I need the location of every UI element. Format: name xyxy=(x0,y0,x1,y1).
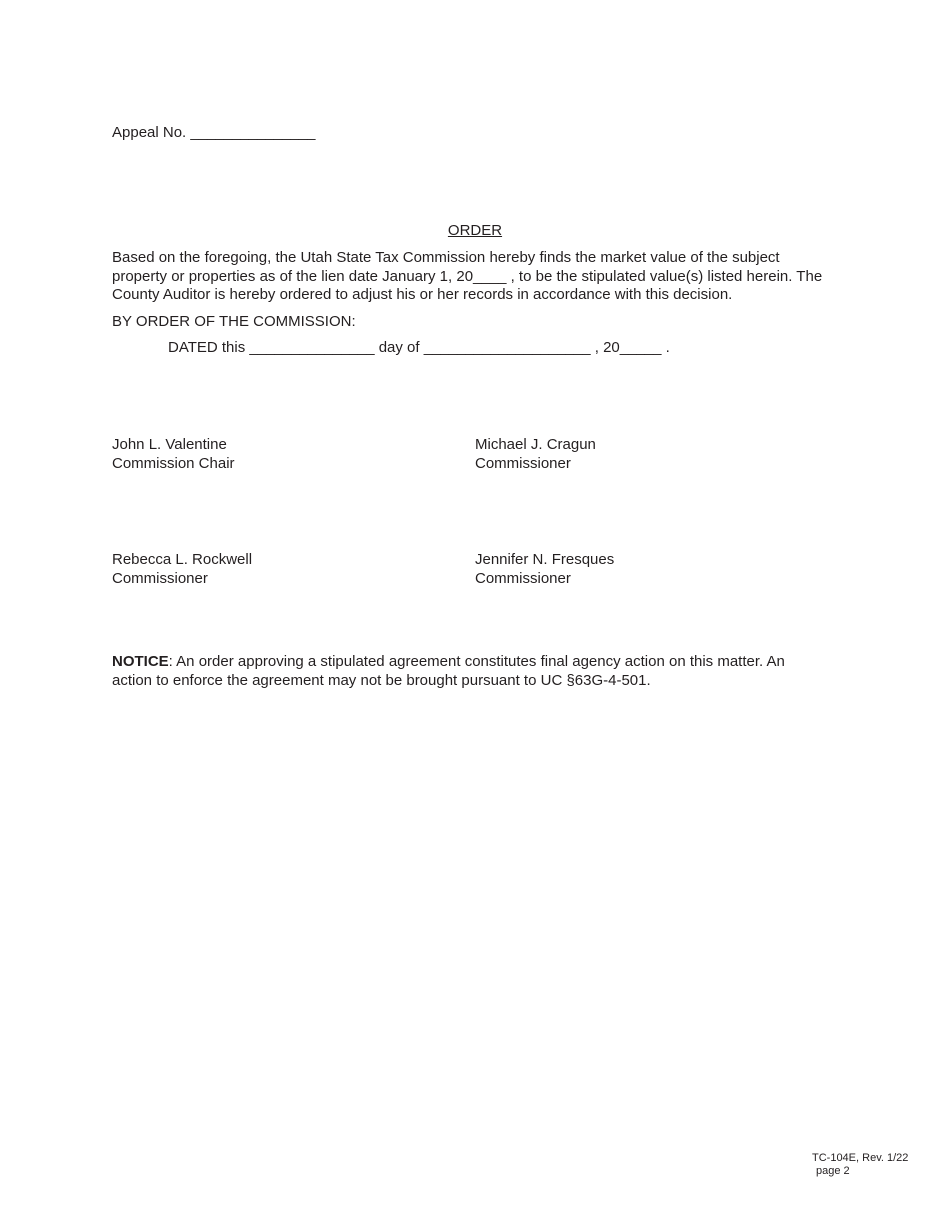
by-order-statement: BY ORDER OF THE COMMISSION: xyxy=(112,313,356,330)
signature-block-commissioner xyxy=(475,550,614,588)
order-body-line: property or properties as of the lien date January 1, 20____ , to be the stipulated value(s) listed herein. The xyxy=(112,267,823,285)
signer-title: Commissioner xyxy=(475,570,571,587)
order-body-paragraph xyxy=(112,249,852,305)
order-body-line: Based on the foregoing, the Utah State Tax Commission hereby finds the market value of the subject xyxy=(112,249,780,266)
signer-title: Commission Chair xyxy=(112,455,235,472)
signature-block-chair xyxy=(112,435,235,473)
signer-name: John L. Valentine xyxy=(112,436,227,453)
appeal-number-line: Appeal No. _______________ xyxy=(112,124,316,141)
notice-line xyxy=(112,653,852,672)
signer-title: Commissioner xyxy=(475,455,571,472)
notice-paragraph xyxy=(112,653,852,690)
notice-line: action to enforce the agreement may not be brought pursuant to UC §63G-4-501. xyxy=(112,671,651,689)
form-id: TC-104E, Rev. 1/22 xyxy=(812,1152,909,1164)
signature-block-commissioner xyxy=(112,550,252,588)
dated-line: DATED this _______________ day of ____________________ , 20_____ . xyxy=(168,339,670,356)
signer-name: Michael J. Cragun xyxy=(475,436,596,453)
signature-block-commissioner xyxy=(475,435,596,473)
order-heading: ORDER xyxy=(447,222,503,239)
order-body-line: County Auditor is hereby ordered to adjust his or her records in accordance with this decision. xyxy=(112,286,733,303)
page-number: page 2 xyxy=(816,1165,850,1177)
signer-name: Jennifer N. Fresques xyxy=(475,551,615,568)
notice-label: NOTICE xyxy=(112,653,169,670)
notice-text: : An order approving a stipulated agreement constitutes final agency action on this matter. An xyxy=(168,653,785,670)
signer-name: Rebecca L. Rockwell xyxy=(112,551,253,568)
form-footer xyxy=(812,1152,908,1178)
signer-title: Commissioner xyxy=(112,570,208,587)
